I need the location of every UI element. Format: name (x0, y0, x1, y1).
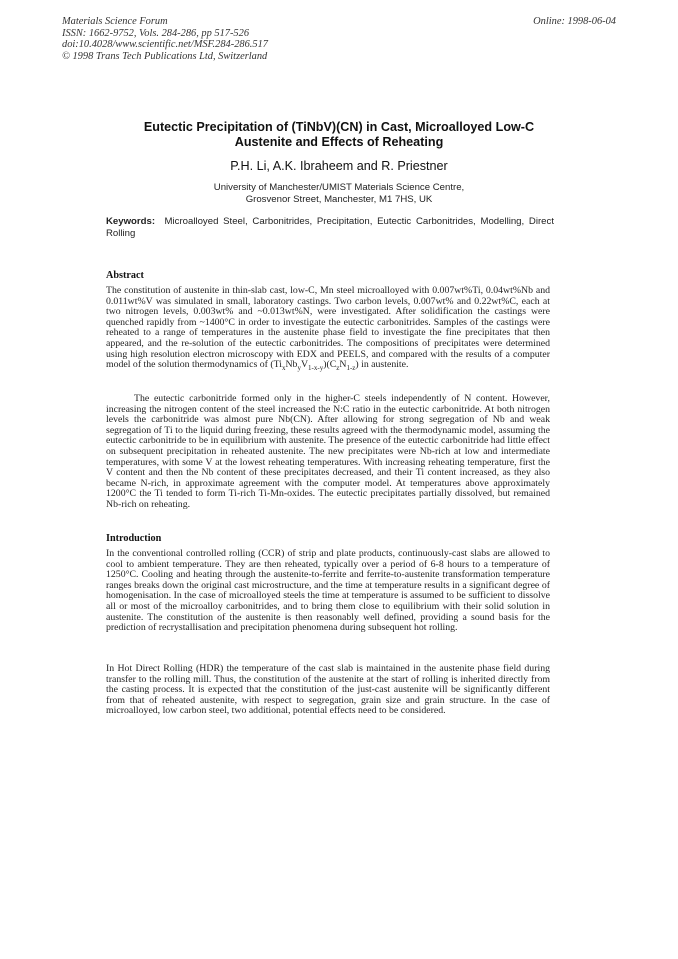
abstract-c: )(C (323, 359, 337, 371)
affiliation (100, 182, 578, 205)
title-line-1: Eutectic Precipitation of (TiNbV)(CN) in Cast, Microalloyed Low-C (143, 120, 535, 134)
abstract-heading: Abstract (106, 270, 144, 281)
affiliation-line-1: University of Manchester/UMIST Materials Science Centre, (213, 182, 465, 193)
title-line-2: Austenite and Effects of Reheating (234, 135, 444, 149)
keywords (106, 216, 554, 239)
abstract-sub-1z: 1-z (346, 364, 356, 373)
abstract-paragraph-1 (106, 286, 550, 371)
online-date: Online: 1998-06-04 (533, 16, 616, 27)
abstract-p1-end: ) in austenite. (355, 359, 409, 371)
keywords-text: Microalloyed Steel, Carbonitrides, Precipitation, Eutectic Carbonitrides, Modelling, Direct Rolling (106, 216, 554, 239)
doi-line[interactable]: doi:10.4028/www.scientific.net/MSF.284-286.517 (62, 39, 268, 51)
abstract-sub-x: x (281, 364, 286, 373)
keywords-label: Keywords: (106, 216, 156, 227)
abstract-sub-z: z (336, 364, 340, 373)
abstract-paragraph-2: The eutectic carbonitride formed only in the higher-C steels independently of N content. However, increasing the nitrogen content of the steel increased the N:C ratio in the eutectic carbonitride. At both nitrogen levels the carbonitride was almost pure Nb(CN). After allowing for strong segregation of Nb and weak segregation of Ti to the liquid during freezing, these results agreed with the thermodynamic model, assuming the eutectic carbonitride to be in equilibrium with austenite. The presence of the eutectic carbonitride had little effect on subsequent precipitation in reheated austenite. The new precipitates were Nb-rich at low and intermediate temperatures, with some V at the lowest reheating temperatures. With increasing reheating temperature, first the V content and then the Nb content of these precipitates decreased, and their Ti content increased, as they also became N-rich, in approximate agreement with the computer model. At temperatures above approximately 1200°C the Ti tended to form Ti-rich Ti-Mn-oxides. The eutectic precipitates partially dissolved, but remained Nb-rich on reheating. (106, 393, 550, 510)
issn-line: ISSN: 1662-9752, Vols. 284-286, pp 517-526 (62, 27, 250, 39)
paper-title (100, 120, 578, 150)
introduction-heading: Introduction (106, 533, 162, 544)
introduction-paragraph-1: In the conventional controlled rolling (CCR) of strip and plate products, continuously-cast slabs are allowed to cool to ambient temperature. They are then reheated, typically over a period of 6-8 hours to a temperature of 1250°C. Cooling and heating through the austenite-to-ferrite and ferrite-to-austenite transformation temperature ranges breaks down the original cast microstructure, and the time at temperature results in a significant degree of homogenisation. In the case of microalloyed steels the time at temperature is assumed to be sufficient to dissolve all or most of the microalloy carbonitrides, and to bring them close to equilibrium with their solid solution in austenite. The constitution of the austenite is then reasonably well defined, providing a sound basis for the prediction of recrystallisation and precipitation phenomena during subsequent hot rolling. (106, 548, 550, 634)
copyright-line: © 1998 Trans Tech Publications Ltd, Switzerland (62, 50, 268, 62)
abstract-n: N (339, 359, 347, 371)
journal-name: Materials Science Forum (62, 16, 168, 27)
abstract-v: V (300, 359, 309, 371)
introduction-paragraph-2: In Hot Direct Rolling (HDR) the temperature of the cast slab is maintained in the austenite phase field during transfer to the rolling mill. Thus, the constitution of the austenite at the start of rolling is inherited directly from the casting process. It is expected that the constitution of the just-cast austenite will be significantly different from that of reheated austenite, with respect to segregation, grain size and grain structure. In the case of microalloyed, low carbon steel, two additional, potential effects need to be considered. (106, 663, 550, 717)
abstract-nb: Nb (285, 359, 298, 371)
authors: P.H. Li, A.K. Ibraheem and R. Priestner (230, 159, 448, 173)
affiliation-line-2: Grosvenor Street, Manchester, M1 7HS, UK (245, 193, 433, 205)
journal-header (62, 16, 268, 62)
abstract-p1-text: The constitution of austenite in thin-slab cast, low-C, Mn steel microalloyed with 0.007wt%Ti, 0.04wt%Nb and 0.011wt%V was simulated in small, laboratory castings. Two carbon levels, 0.007wt% and 0.22wt%C, each at two nitrogen levels, 0.003wt% and ~0.013wt%N, were investigated. After solidification the castings were quenched rapidly from ~1400°C in order to investigate the eutectic carbonitrides. Samples of the castings were reheated to a range of temperatures in the austenite phase field to investigate the fine precipitates that then appeared, and the re-solution of the eutectic carbonitrides. The compositions of precipitates were determined using high resolution electron microscopy with EDX and PEELS, and compared with the results of a computer model of the solution thermodynamics of (Ti (106, 285, 550, 371)
abstract-sub-y: y (297, 364, 301, 373)
abstract-sub-1xy: 1-x-y (308, 364, 324, 373)
